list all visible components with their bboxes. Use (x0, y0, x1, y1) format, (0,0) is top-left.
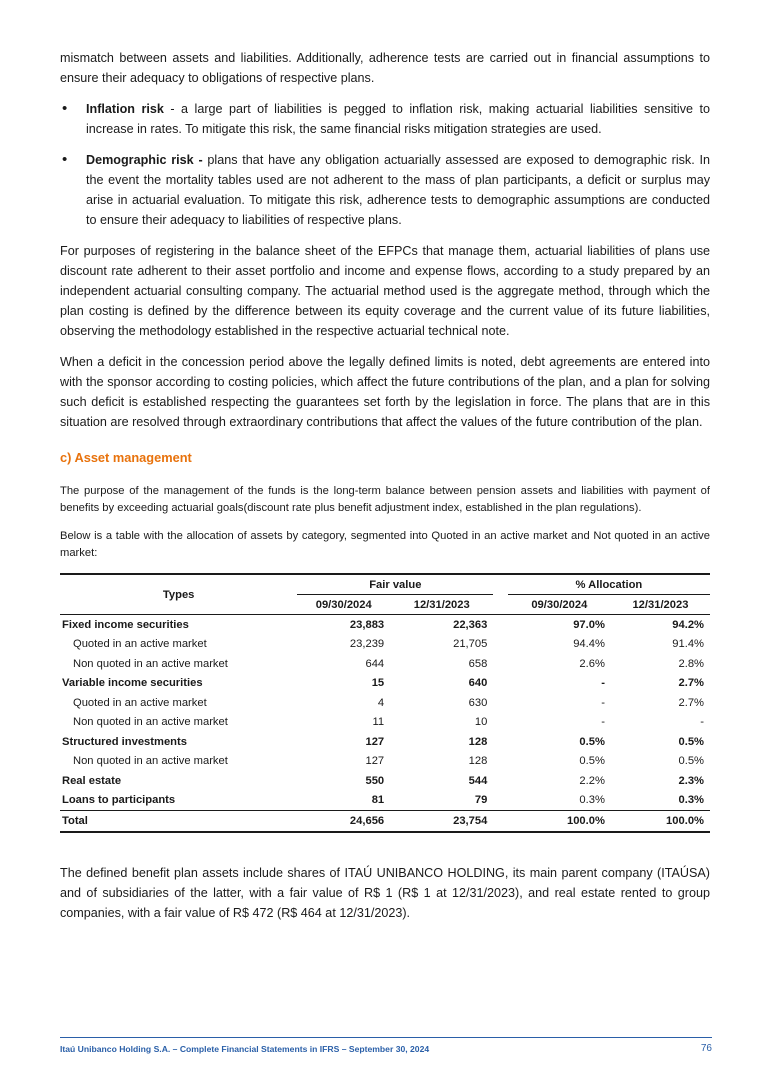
allocation-header: % Allocation (508, 574, 710, 595)
page-number: 76 (700, 1043, 712, 1054)
col-date-alloc-2023: 12/31/2023 (611, 595, 710, 615)
types-header: Types (60, 574, 297, 615)
table-row: Non quoted in an active market 644 658 2.6% 2.8% (73, 657, 704, 670)
asset-allocation-table (60, 573, 710, 833)
table-row: Variable income securities 15 640 - 2.7% (62, 677, 704, 690)
paragraph-actuarial-method: For purposes of registering in the balance sheet of the EFPCs that manage them, actuarial liabilities of plans use discount rate adherent to their asset portfolio and income and expense flows, according to a study prepared by an independent actuarial consulting company. The actuarial method used is the aggregate method, through which the plan costing is defined by the difference between its equity coverage and the current value of its future liabilities, observing the methodology established in the respective actuarial technical note. (60, 244, 710, 338)
section-paragraph-table-intro: Below is a table with the allocation of assets by category, segmented into Quoted in an active market and Not quoted in an active market: (60, 530, 710, 559)
table-row: Real estate 550 544 2.2% 2.3% (62, 774, 704, 787)
bullet-label: Demographic risk - (86, 153, 203, 167)
page-footer (60, 1037, 712, 1054)
intro-paragraph: mismatch between assets and liabilities. Additionally, adherence tests are carried out in financial assumptions to ensure their adequacy to obligations of respective plans. (60, 51, 710, 85)
table-row: Structured investments 127 128 0.5% 0.5% (62, 735, 704, 748)
fair-value-header: Fair value (297, 574, 493, 595)
bullet-icon: • (62, 100, 68, 117)
col-date-fv-2024: 09/30/2024 (297, 595, 390, 615)
table-row: Non quoted in an active market 127 128 0.5% 0.5% (73, 755, 704, 768)
bullet-demographic-risk (60, 150, 710, 230)
col-date-fv-2023: 12/31/2023 (390, 595, 493, 615)
bullet-inflation-risk: • Inflation risk - a large part of liabilities is pegged to inflation risk, making actuarial liabilities sensitive to increase in rates. To mitigate this risk, the same financial risks mitigation strategies are used. (62, 100, 711, 136)
section-title: c) Asset management (60, 450, 192, 465)
bullet-label: Inflation risk (86, 102, 164, 116)
table-row: Quoted in an active market 4 630 - 2.7% (73, 696, 704, 709)
section-paragraph-purpose: The purpose of the management of the funds is the long-term balance between pension assets and liabilities with payment of benefits by exceeding actuarial goals(discount rate plus benefit adjustment index, established in the plan regulations). (60, 485, 710, 514)
closing-paragraph: The defined benefit plan assets include shares of ITAÚ UNIBANCO HOLDING, its main parent company (ITAÚSA) and of subsidiaries of the latter, with a fair value of R$ 1 (R$ 1 at 12/31/2023), and real estate rented to group companies, with a fair value of R$ 472 (R$ 464 at 12/31/2023). (60, 865, 710, 920)
bullet-text: a large part of liabilities is pegged to inflation risk, making actuarial liabilities sensitive to increase in rates. To mitigate this risk, the same financial risks mitigation strategies are used. (86, 102, 711, 136)
page-content (60, 48, 710, 923)
paragraph-deficit: When a deficit in the concession period above the legally defined limits is noted, debt agreements are entered into with the sponsor according to costing policies, which affect the future contributions of the plan, and a plan for solving such deficit is established respecting the guarantees set forth by the legislation in force. The plans that are in this situation are resolved through extraordinary contributions that affect the values of the future contribution of the plan. (60, 355, 710, 429)
table-row: Quoted in an active market 23,239 21,705 94.4% 91.4% (73, 638, 704, 651)
table-row: Loans to participants 81 79 0.3% 0.3% (62, 794, 704, 807)
footer-text: Itaú Unibanco Holding S.A. – Complete Financial Statements in IFRS – September 30, 2024 (60, 1044, 430, 1054)
bullet-text: plans that have any obligation actuarially assessed are exposed to demographic risk. In the event the mortality tables used are not adherent to the mass of plan participants, a deficit or surplus may arise in actuarial evaluation. To mitigate this risk, adherence tests to demographic assumptions are conducted to ensure their adequacy to liabilities of respective plans. (86, 153, 711, 227)
col-date-alloc-2024: 09/30/2024 (508, 595, 611, 615)
table-total-row: Total 24,656 23,754 100.0% 100.0% (60, 811, 710, 832)
table-row: Fixed income securities 23,883 22,363 97.0% 94.2% (62, 618, 704, 631)
bullet-icon: • (62, 151, 68, 168)
table-row: Non quoted in an active market 11 10 - - (73, 716, 704, 729)
